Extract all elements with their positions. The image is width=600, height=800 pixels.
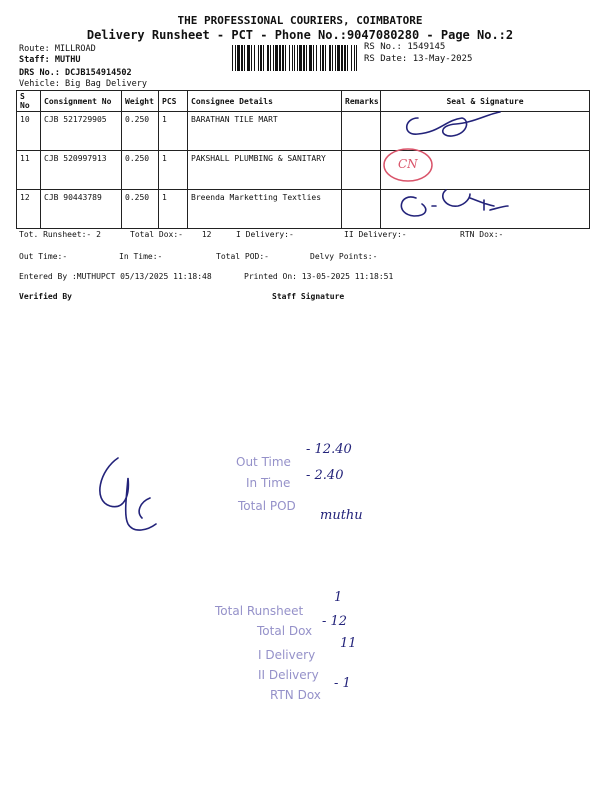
in-time: In Time:-: [119, 252, 163, 261]
rs-number: RS No.: 1549145: [364, 42, 446, 52]
hand-rtn: - 1: [334, 676, 351, 691]
stamp-total-pod: Total POD: [238, 499, 296, 513]
total-dox-label: Total Dox:-: [130, 230, 183, 239]
cell-signature: [381, 112, 590, 151]
cell-pcs: 1: [159, 190, 188, 229]
cell-sno: 12: [17, 190, 41, 229]
cell-remarks: [342, 112, 381, 151]
cell-consignee: Breenda Marketting Textlies: [188, 190, 342, 229]
cell-sno: 11: [17, 151, 41, 190]
route-text: Route: MILLROAD: [19, 44, 96, 54]
cell-consignment: CJB 520997913: [41, 151, 122, 190]
col-pcs: PCS: [159, 91, 188, 112]
table-row: [17, 112, 590, 151]
hand-i-delivery: 11: [340, 636, 357, 651]
table-row: [17, 151, 590, 190]
staff-name: MUTHU: [54, 55, 81, 65]
signature-large: [100, 458, 156, 530]
col-consignee: Consignee Details: [188, 91, 342, 112]
cell-signature: [381, 190, 590, 229]
vehicle-text: Vehicle: Big Bag Delivery: [19, 79, 147, 89]
stamp-total-runsheet: Total Runsheet: [215, 604, 304, 618]
cell-consignment: CJB 90443789: [41, 190, 122, 229]
cell-consignee: BARATHAN TILE MART: [188, 112, 342, 151]
barcode: [232, 45, 358, 71]
stamp-total-dox: Total Dox: [257, 624, 313, 638]
hand-name: muthu: [320, 508, 363, 523]
rs-date: RS Date: 13-May-2025: [364, 54, 473, 64]
hand-runsheet: 1: [334, 590, 343, 605]
col-remarks: Remarks: [342, 91, 381, 112]
hand-in-time: - 2.40: [306, 468, 344, 483]
tot-runsheet: Tot. Runsheet:- 2: [19, 230, 101, 239]
cell-weight: 0.250: [122, 112, 159, 151]
company-title: THE PROFESSIONAL COURIERS, COIMBATORE: [177, 14, 423, 27]
ii-delivery: II Delivery:-: [344, 230, 407, 239]
cell-remarks: [342, 151, 381, 190]
staff-label-text: Staff:: [19, 55, 50, 65]
cell-weight: 0.250: [122, 190, 159, 229]
stamp-ii-delivery: II Delivery: [258, 668, 319, 682]
table-header-row: [17, 91, 590, 112]
cell-consignee: PAKSHALL PLUMBING & SANITARY: [188, 151, 342, 190]
col-seal-signature: Seal & Signature: [381, 91, 590, 112]
printed-on: Printed On: 13-05-2025 11:18:51: [244, 272, 394, 281]
col-consignment: Consignment No: [41, 91, 122, 112]
hand-out-time: - 12.40: [306, 442, 352, 457]
cell-weight: 0.250: [122, 151, 159, 190]
col-weight: Weight: [122, 91, 159, 112]
total-dox: [130, 230, 211, 239]
total-pod: Total POD:-: [216, 252, 269, 261]
rtn-dox: RTN Dox:-: [460, 230, 504, 239]
hand-dox: - 12: [322, 614, 348, 629]
drs-number: DRS No.: DCJB154914502: [19, 68, 132, 78]
remark-circle-text: CN: [398, 157, 418, 171]
cell-pcs: 1: [159, 151, 188, 190]
verified-by: Verified By: [19, 292, 72, 301]
staff-signature: Staff Signature: [272, 292, 345, 301]
cell-remarks: [342, 190, 381, 229]
stamp-in-time: In Time: [246, 476, 291, 490]
stamp-out-time: Out Time: [236, 455, 291, 469]
cell-consignment: CJB 521729905: [41, 112, 122, 151]
total-dox-value: 12: [201, 230, 212, 239]
out-time: Out Time:-: [19, 252, 68, 261]
cell-pcs: 1: [159, 112, 188, 151]
table-row: [17, 190, 590, 229]
stamp-i-delivery: I Delivery: [258, 648, 316, 662]
entered-by: Entered By :MUTHUPCT 05/13/2025 11:18:48: [19, 272, 212, 281]
cell-sno: 10: [17, 112, 41, 151]
stamp-rtn-dox: RTN Dox: [270, 688, 321, 702]
delvy-points: Delvy Points:-: [310, 252, 378, 261]
staff-label: [19, 55, 80, 65]
runsheet-table: [16, 90, 590, 229]
runsheet-subtitle: Delivery Runsheet - PCT - Phone No.:9047080280 - Page No.:2: [86, 28, 514, 42]
i-delivery: I Delivery:-: [236, 230, 294, 239]
col-sno: S No: [17, 91, 41, 112]
